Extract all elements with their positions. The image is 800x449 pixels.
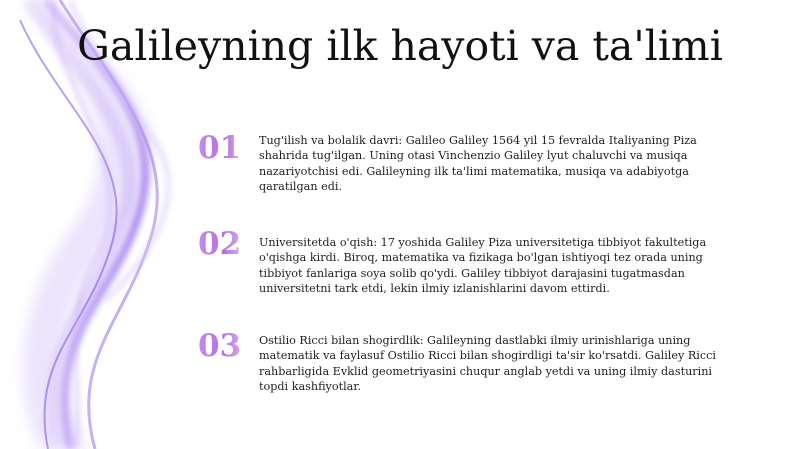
item-text: Universitetda o'qish: 17 yoshida Galiley Piza universitetiga tibbiyot fakultetiga o'qishga kirdi. Biroq, matematika va fizikaga bo'lgan ishtiyoqi tez orada uning tibbiyot fanlariga soya solib qo'ydi. Galiley tibbiyot darajasini tugatmasdan universitetni tark etdi, lekin ilmiy izlanishlarini davom ettirdi. [259,236,707,296]
item-number: 02 [198,226,242,262]
item-text: Tug'ilish va bolalik davri: Galileo Galiley 1564 yil 15 fevralda Italiyaning Piza shahrida tug'ilgan. Uning otasi Vinchenzio Galiley lyut chaluvchi va musiqa nazariyotchisi edi. Galileyning ilk ta'limi matematika, musiqa va adabiyotga qaratilgan edi. [259,134,697,194]
item-number: 01 [198,130,242,166]
slide-title: Galileyning ilk hayoti va ta'limi [77,22,723,70]
item-text: Ostilio Ricci bilan shogirdlik: Galileyning dastlabki ilmiy urinishlariga uning matematik va faylasuf Ostilio Ricci bilan shogirdligi ta'sir ko'rsatdi. Galiley Ricci rahbarligida Evklid geometriyasini chuqur anglab yetdi va uning ilmiy dasturini topdi kashfiyotlar. [259,334,716,394]
item-number: 03 [198,328,242,364]
